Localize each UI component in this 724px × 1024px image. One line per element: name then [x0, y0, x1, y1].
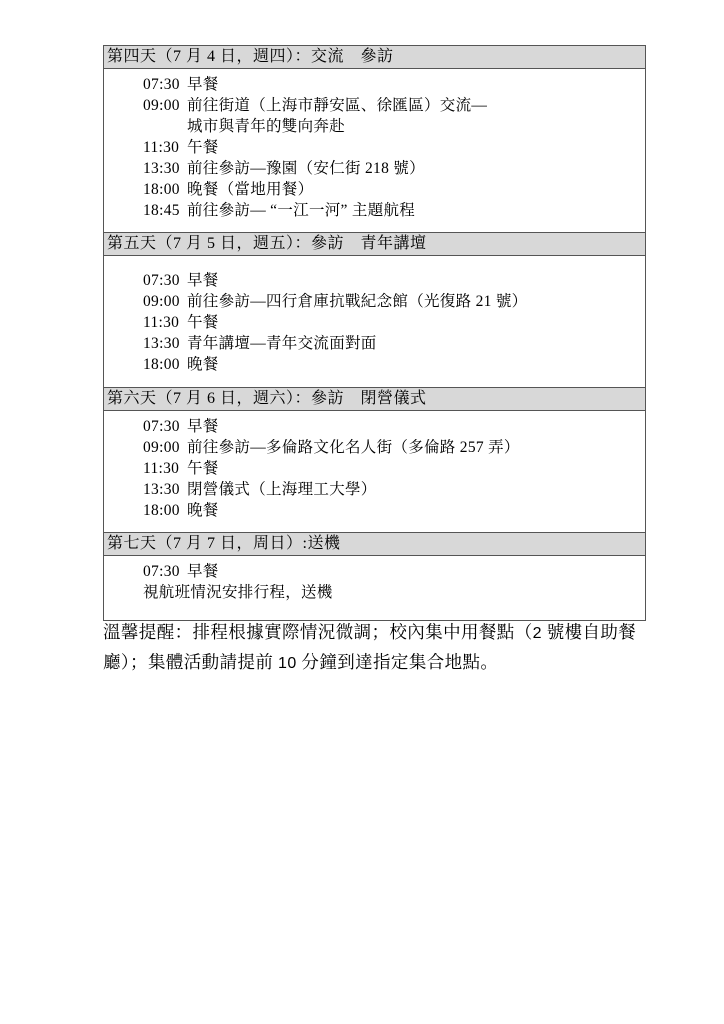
activity-text: 前往參訪—豫園（安仁街 218 號）: [187, 160, 425, 177]
activity-text: 晚餐（當地用餐）: [187, 181, 314, 198]
note-text: 分鐘到達指定集合地點。: [296, 652, 499, 672]
time-label: 13:30: [143, 481, 180, 498]
reminder-note: [103, 617, 651, 677]
activity-text: 晚餐: [187, 502, 219, 519]
day-body: [104, 256, 645, 388]
time-label: 18:45: [143, 202, 180, 219]
time-label: 07:30: [143, 563, 180, 580]
day-body: [104, 411, 645, 533]
note-text: 號樓自助餐: [541, 622, 637, 642]
schedule-line: [143, 312, 639, 333]
day-header: 第七天（7 月 7 日，周日）:送機: [104, 533, 645, 556]
schedule-line: [143, 270, 639, 291]
schedule-line: [143, 95, 639, 116]
activity-text: 午餐: [187, 460, 219, 477]
time-label: 13:30: [143, 335, 180, 352]
note-line: [103, 647, 651, 677]
schedule-line: [143, 561, 639, 582]
time-label: 09:00: [143, 97, 180, 114]
activity-text: 午餐: [187, 139, 219, 156]
activity-text: 早餐: [187, 272, 219, 289]
note-number: 2: [532, 625, 542, 642]
activity-text: 前往參訪—多倫路文化名人街（多倫路 257 弄）: [187, 439, 520, 456]
time-label: 18:00: [143, 502, 180, 519]
schedule-line: [143, 458, 639, 479]
time-label: 09:00: [143, 439, 180, 456]
schedule-line: [143, 479, 639, 500]
time-label: 07:30: [143, 418, 180, 435]
note-text: 廳）；集體活動請提前: [103, 652, 279, 672]
note-line: [103, 617, 651, 647]
schedule-line: [143, 582, 639, 603]
activity-text: 視航班情況安排行程，送機: [143, 584, 333, 601]
day-header: 第六天（7 月 6 日，週六）：參訪 閉營儀式: [104, 388, 645, 411]
activity-text: 青年講壇—青年交流面對面: [187, 335, 377, 352]
activity-text: 午餐: [187, 314, 219, 331]
note-text: 溫馨提醒：排程根據實際情況微調；校內集中用餐點（: [103, 622, 533, 642]
time-label: 07:30: [143, 76, 180, 93]
schedule-line: [143, 179, 639, 200]
time-label: 07:30: [143, 272, 180, 289]
activity-text: 晚餐: [187, 356, 219, 373]
activity-text: 早餐: [187, 418, 219, 435]
schedule-line: [143, 500, 639, 521]
schedule-line: [143, 437, 639, 458]
time-label: 09:00: [143, 293, 180, 310]
time-label: 11:30: [143, 460, 180, 477]
day-header: 第四天（7 月 4 日，週四）：交流 參訪: [104, 46, 645, 69]
schedule-line: [143, 333, 639, 354]
activity-text: 早餐: [187, 76, 219, 93]
time-label: 18:00: [143, 356, 180, 373]
activity-text: 前往參訪—四行倉庫抗戰紀念館（光復路 21 號）: [187, 293, 528, 310]
schedule-line: [143, 158, 639, 179]
schedule-line: [143, 116, 639, 137]
schedule-table: [103, 45, 646, 621]
schedule-line: [143, 354, 639, 375]
day-body: [104, 556, 645, 620]
schedule-line: [143, 137, 639, 158]
schedule-line: [143, 416, 639, 437]
activity-text: 早餐: [187, 563, 219, 580]
activity-text: 前往街道（上海市靜安區、徐匯區）交流—: [187, 97, 488, 114]
time-label: 11:30: [143, 139, 180, 156]
activity-text: 閉營儀式（上海理工大學）: [187, 481, 377, 498]
schedule-line: [143, 74, 639, 95]
time-label: 18:00: [143, 181, 180, 198]
time-label: 13:30: [143, 160, 180, 177]
day-header: 第五天（7 月 5 日，週五）：參訪 青年講壇: [104, 233, 645, 256]
activity-text: 前往參訪— “一江一河” 主題航程: [187, 202, 416, 219]
schedule-line: [143, 200, 639, 221]
note-number: 10: [278, 655, 297, 672]
day-body: [104, 69, 645, 233]
time-label: 11:30: [143, 314, 180, 331]
schedule-line: [143, 291, 639, 312]
activity-text: 城市與青年的雙向奔赴: [187, 118, 346, 135]
